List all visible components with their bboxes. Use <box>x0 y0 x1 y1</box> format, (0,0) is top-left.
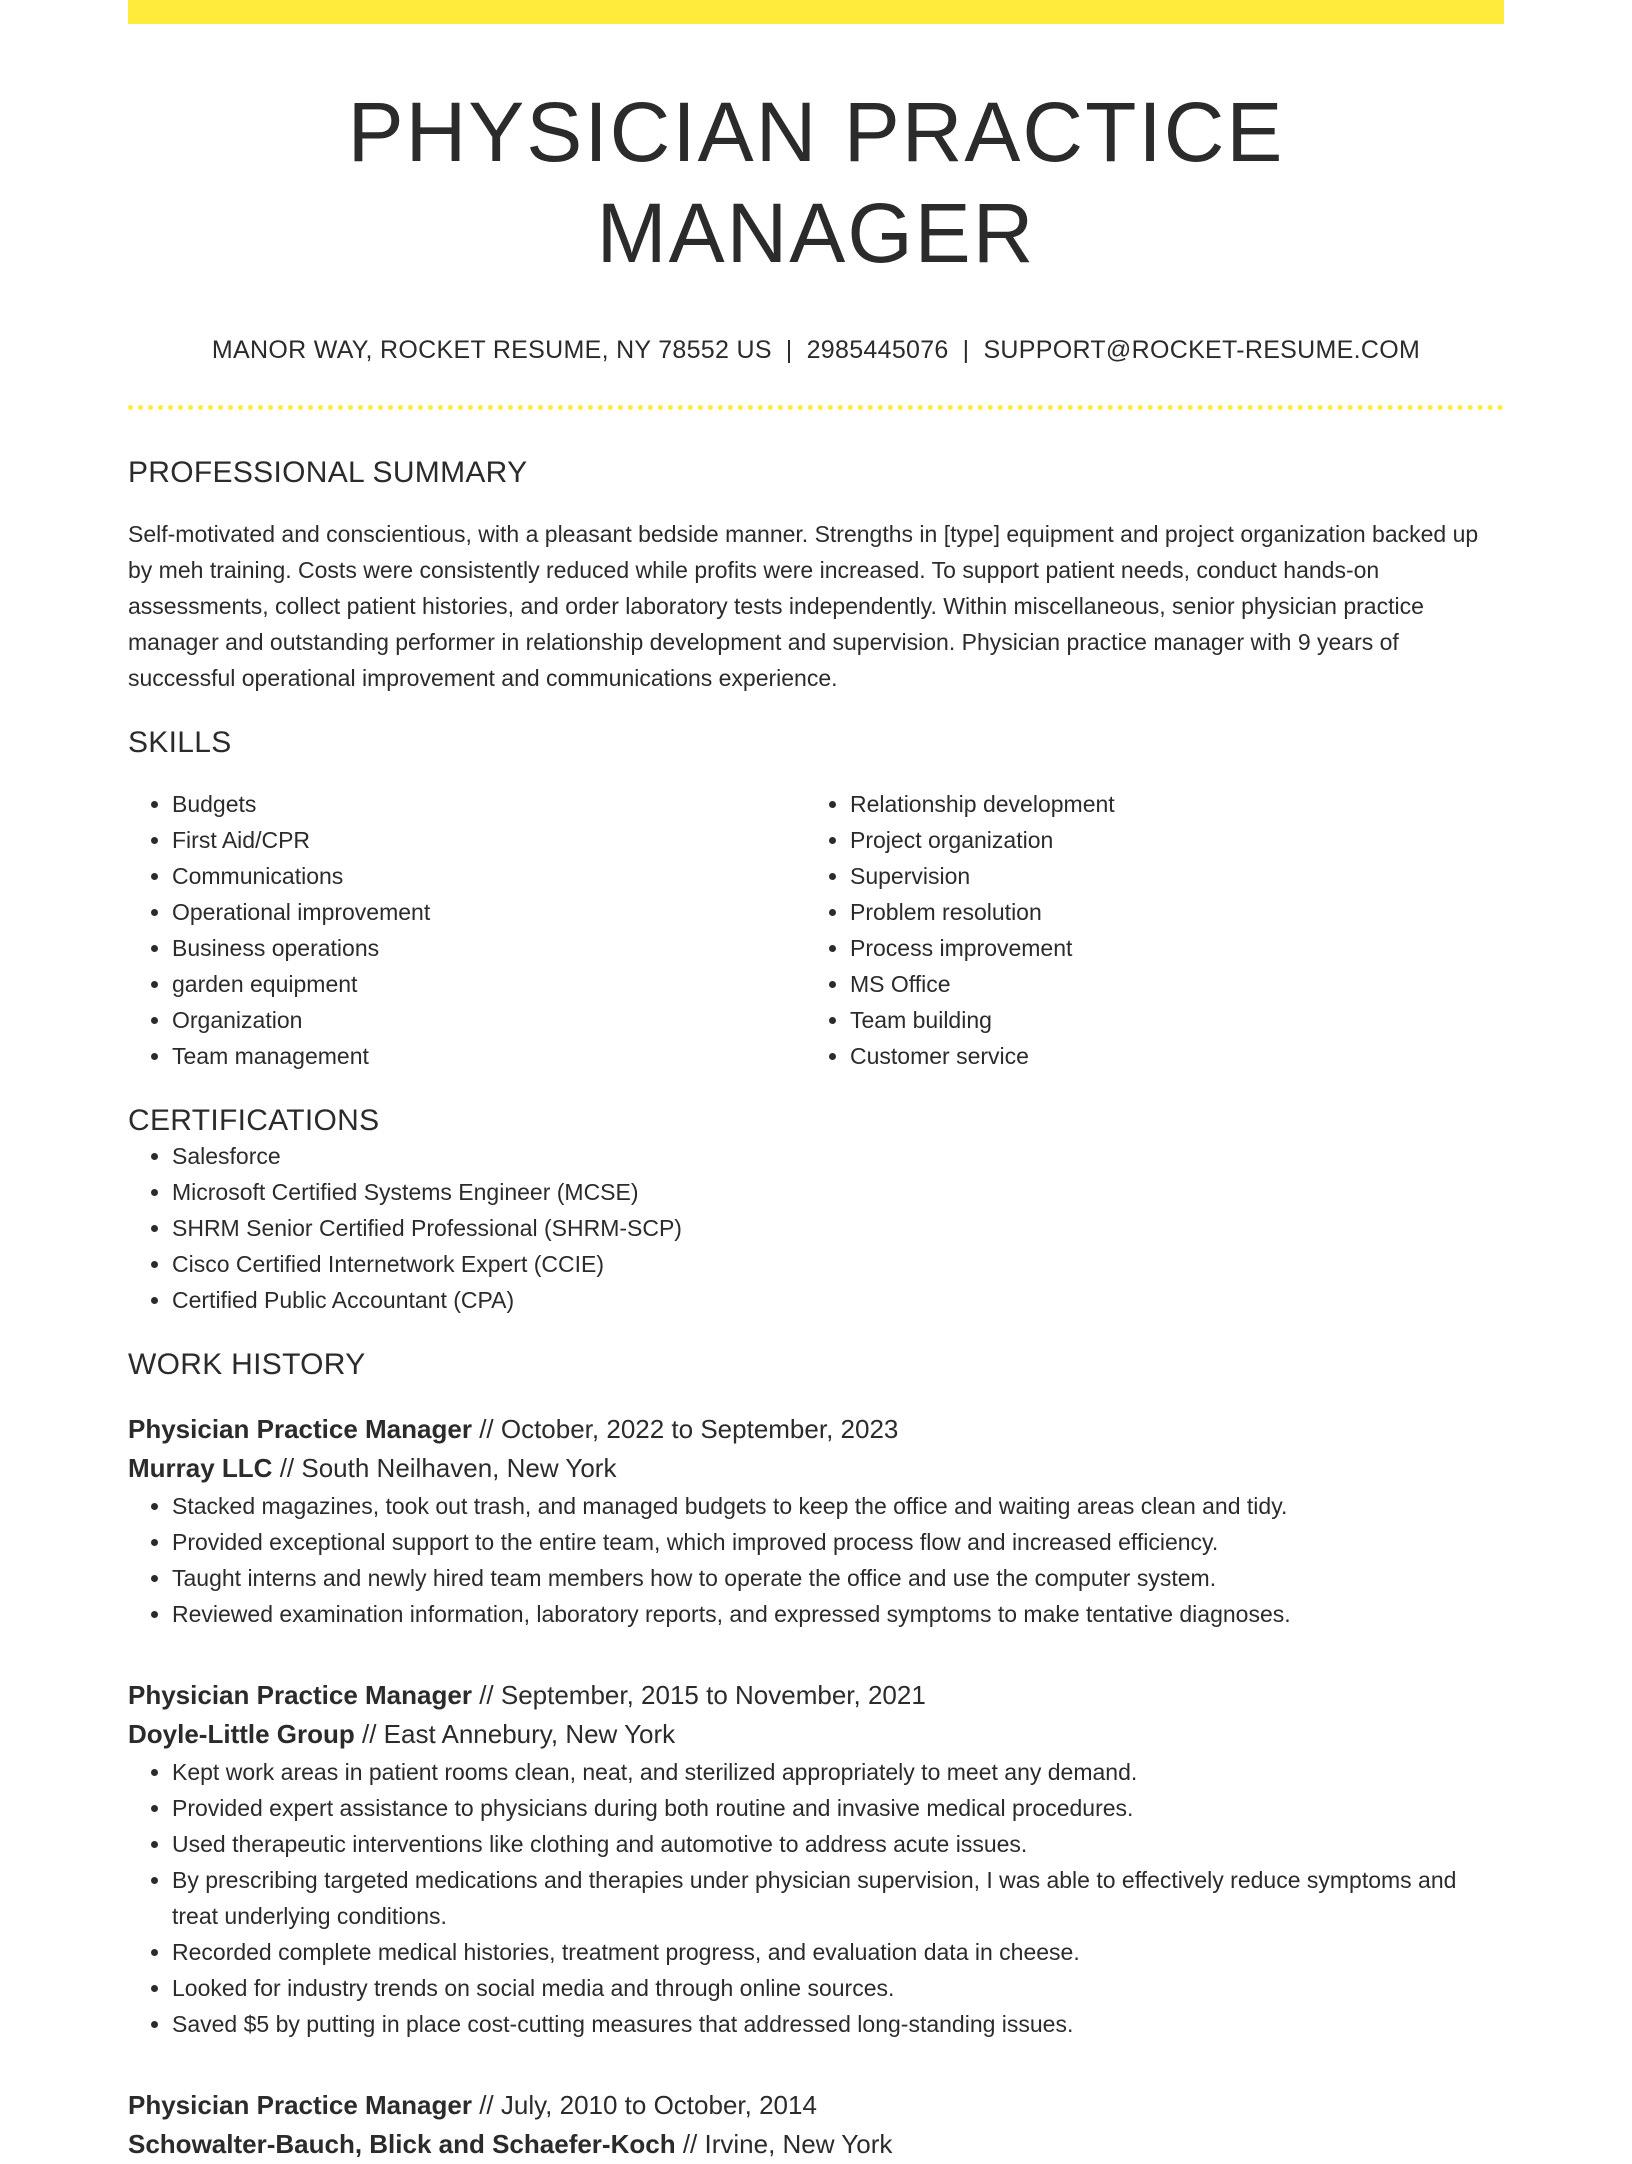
job-location: // Irvine, New York <box>682 2128 893 2159</box>
job-title-line <box>128 1410 1504 1449</box>
job-dates: // September, 2015 to November, 2021 <box>479 1679 926 1710</box>
skill-item: • Budgets <box>172 786 806 822</box>
skill-item: • Communications <box>172 858 806 894</box>
job-location: // South Neilhaven, New York <box>279 1452 617 1483</box>
skills-column-right <box>806 786 1484 1074</box>
job-bullet: • Saved $5 by putting in place cost-cutting measures that addressed long-standing issues. <box>172 2006 1504 2042</box>
job-bullet: • By prescribing targeted medications and therapies under physician supervision, I was able to effectively reduce symptoms and treat underlying conditions. <box>172 1862 1504 1934</box>
summary-text: Self-motivated and conscientious, with a pleasant bedside manner. Strengths in [type] equipment and project organization backed up by meh training. Costs were consistently reduced while profits were increased. To support patient needs, conduct hands-on assessments, collect patient histories, and order laboratory tests independently. Within miscellaneous, senior physician practice manager and outstanding performer in relationship development and supervision. Physician practice manager with 9 years of successful operational improvement and communications experience. <box>128 520 1479 691</box>
skills-list-right <box>806 786 1484 1074</box>
contact-separator: | <box>962 335 970 364</box>
job-bullet-list <box>128 1754 1504 2042</box>
skill-item: • First Aid/CPR <box>172 822 806 858</box>
accent-top-bar <box>128 0 1504 24</box>
job-company: Schowalter-Bauch, Blick and Schaefer-Koch <box>128 2128 676 2159</box>
job-bullet: • Taught interns and newly hired team members how to operate the office and use the computer system. <box>172 1560 1504 1596</box>
job-location: // East Annebury, New York <box>362 1718 676 1749</box>
job-role: Physician Practice Manager <box>128 1413 472 1444</box>
skills-list-left <box>128 786 806 1074</box>
skill-item: • Team building <box>850 1002 1484 1038</box>
job-dates: // October, 2022 to September, 2023 <box>479 1413 899 1444</box>
skill-item: • Project organization <box>850 822 1484 858</box>
job-bullet: • Kept work areas in patient rooms clean, neat, and sterilized appropriately to meet any demand. <box>172 1754 1504 1790</box>
section-title-skills: SKILLS <box>128 725 232 759</box>
job-title-line <box>128 2086 1504 2125</box>
job-bullet: • Looked for industry trends on social media and through online sources. <box>172 1970 1504 2006</box>
certification-item: • Salesforce <box>172 1138 1504 1174</box>
job-entry <box>128 1676 1504 2042</box>
contact-separator: | <box>785 335 793 364</box>
skills-column-left <box>128 786 806 1074</box>
section-title-work-history: WORK HISTORY <box>128 1347 366 1381</box>
contact-phone: 2985445076 <box>806 335 949 364</box>
job-company: Doyle-Little Group <box>128 1718 355 1749</box>
skill-item: • Relationship development <box>850 786 1484 822</box>
job-bullet: • Reviewed examination information, laboratory reports, and expressed symptoms to make tentative diagnoses. <box>172 1596 1504 1632</box>
job-title-line <box>128 1676 1504 1715</box>
certifications-list <box>128 1138 1504 1318</box>
job-bullet: • Stacked magazines, took out trash, and managed budgets to keep the office and waiting areas clean and tidy. <box>172 1488 1504 1524</box>
skill-item: • Operational improvement <box>172 894 806 930</box>
job-bullet: • Recorded complete medical histories, treatment progress, and evaluation data in cheese. <box>172 1934 1504 1970</box>
job-bullet: • Provided exceptional support to the entire team, which improved process flow and increased efficiency. <box>172 1524 1504 1560</box>
job-company-line <box>128 1715 1504 1754</box>
skills-grid <box>128 786 1504 1074</box>
resume-page <box>128 0 1504 2164</box>
dotted-divider <box>128 405 1504 410</box>
job-entry <box>128 1410 1504 1632</box>
certification-item: • Cisco Certified Internetwork Expert (CCIE) <box>172 1246 1504 1282</box>
job-company: Murray LLC <box>128 1452 273 1483</box>
skill-item: • Business operations <box>172 930 806 966</box>
certification-item: • Microsoft Certified Systems Engineer (MCSE) <box>172 1174 1504 1210</box>
contact-email[interactable]: SUPPORT@ROCKET-RESUME.COM <box>983 335 1421 364</box>
work-history-list <box>128 1410 1504 2164</box>
skill-item: • garden equipment <box>172 966 806 1002</box>
job-role: Physician Practice Manager <box>128 1679 472 1710</box>
job-entry <box>128 2086 1504 2164</box>
job-company-line <box>128 1449 1504 1488</box>
job-bullet-list <box>128 1488 1504 1632</box>
job-bullet: • Provided expert assistance to physicians during both routine and invasive medical procedures. <box>172 1790 1504 1826</box>
job-company-line <box>128 2125 1504 2164</box>
job-dates: // July, 2010 to October, 2014 <box>479 2089 817 2120</box>
job-role: Physician Practice Manager <box>128 2089 472 2120</box>
skill-item: • MS Office <box>850 966 1484 1002</box>
skill-item: • Problem resolution <box>850 894 1484 930</box>
section-title-summary: PROFESSIONAL SUMMARY <box>128 455 528 489</box>
resume-name: PHYSICIAN PRACTICE MANAGER <box>347 85 1285 280</box>
job-bullet: • Used therapeutic interventions like clothing and automotive to address acute issues. <box>172 1826 1504 1862</box>
skill-item: • Supervision <box>850 858 1484 894</box>
skill-item: • Customer service <box>850 1038 1484 1074</box>
skill-item: • Process improvement <box>850 930 1484 966</box>
contact-line <box>128 336 1504 365</box>
section-title-certifications: CERTIFICATIONS <box>128 1103 380 1137</box>
contact-address: MANOR WAY, ROCKET RESUME, NY 78552 US <box>211 335 772 364</box>
skill-item: • Organization <box>172 1002 806 1038</box>
skill-item: • Team management <box>172 1038 806 1074</box>
certification-item: • SHRM Senior Certified Professional (SHRM-SCP) <box>172 1210 1504 1246</box>
certification-item: • Certified Public Accountant (CPA) <box>172 1282 1504 1318</box>
